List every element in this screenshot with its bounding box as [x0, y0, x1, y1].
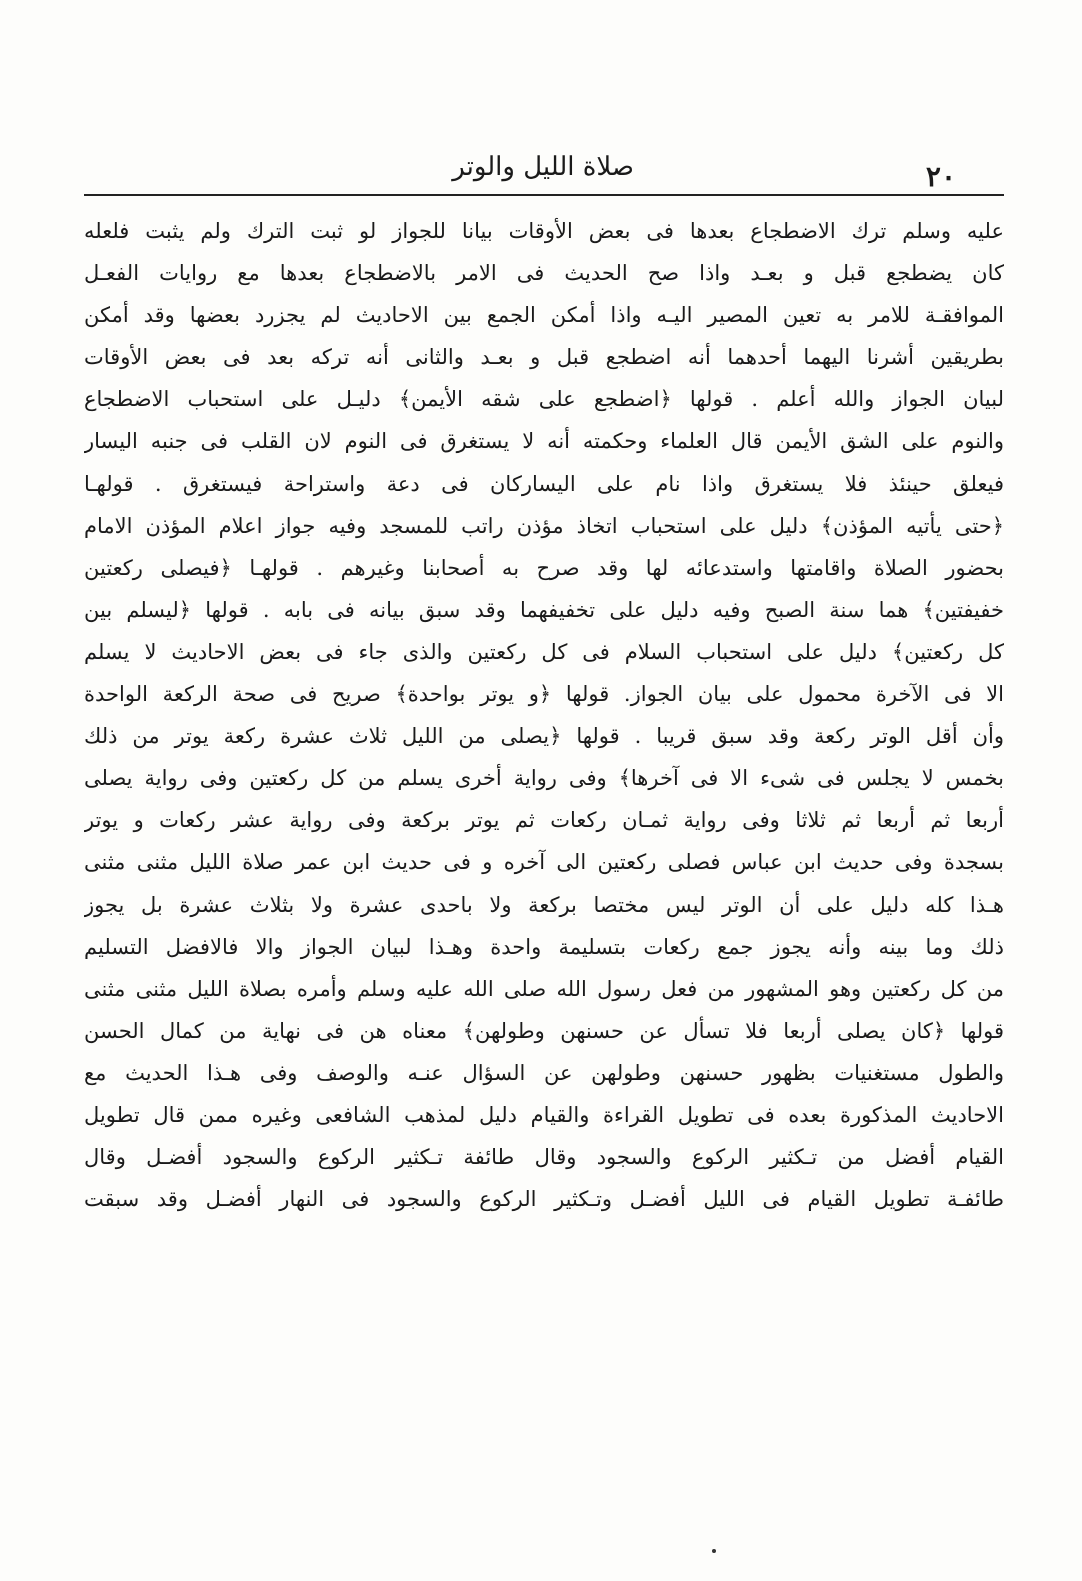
text-line: الموافقـة للامر به تعين المصير اليـه واذا أمكن الجمع بين الاحاديث لم يجزرد بعضها وقد أمكن	[84, 303, 1004, 328]
text-line: عليه وسلم ترك الاضطجاع بعدها فى بعض الأوقات بيانا للجواز لو ثبت الترك ولم يثبت فلعله	[84, 219, 1004, 243]
text-line: وأن أقل الوتر ركعة وقد سبق قريبا . قولها ﴿يصلى من الليل ثلاث عشرة ركعة يوتر من ذلك	[84, 724, 1004, 749]
text-line: كل ركعتين﴾ دليل على استحباب السلام فى كل ركعتين والذى جاء فى بعض الاحاديث لا يسلم	[84, 639, 1004, 664]
text-line: الاحاديث المذكورة بعده فى تطويل القراءة والقيام دليل لمذهب الشافعى وغيره ممن قال تطويل	[84, 1102, 1004, 1127]
text-line: كان يضطجع قبل و بعـد واذا صح الحديث فى الامر بالاضطجاع بعدها مع روايات الفعـل	[84, 261, 1004, 286]
text-line: بخمس لا يجلس فى شىء الا فى آخرها﴾ وفى رواية أخرى يسلم من كل ركعتين وفى رواية يصلى	[84, 766, 1004, 791]
text-line: القيام أفضل من تـكثير الركوع والسجود وقال طائفة تـكثير الركوع والسجود أفضـل وقال	[84, 1145, 1004, 1170]
text-line: الا فى الآخرة محمول على بيان الجواز. قولها ﴿و يوتر بواحدة﴾ صريح فى صحة الركعة الواحدة	[84, 682, 1004, 707]
text-line: بسجدة وفى حديث ابن عباس فصلى ركعتين الى آخره و فى حديث ابن عمر صلاة الليل مثنى مثنى	[84, 850, 1004, 875]
running-title: صلاة الليل والوتر	[452, 152, 634, 182]
header-rule	[84, 194, 1004, 196]
text-line: فيعلق حينئذ فلا يستغرق واذا نام على اليساركان فى دعة واستراحة فيستغرق . قولهـا	[84, 471, 1004, 496]
text-line: لبيان الجواز والله أعلم . قولها ﴿اضطجع على شقه الأيمن﴾ دليـل على استحباب الاضطجاع	[84, 387, 1004, 412]
text-line: من كل ركعتين وهو المشهور من فعل رسول الله صلى الله عليه وسلم وأمره بصلاة الليل مثنى مثنى	[84, 976, 1004, 1001]
page-number: ٢٠	[925, 160, 956, 193]
text-line: قولها ﴿كان يصلى أربعا فلا تسأل عن حسنهن وطولهن﴾ معناه هن فى نهاية من كمال الحسن	[84, 1018, 1004, 1043]
print-speck	[712, 1549, 716, 1553]
body-text	[84, 210, 1004, 1390]
text-line: خفيفتين﴾ هما سنة الصبح وفيه دليل على تخفيفهما وقد سبق بيانه فى بابه . قولها ﴿ليسلم بين	[84, 597, 1004, 622]
text-line: ﴿حتى يأتيه المؤذن﴾ دليل على استحباب اتخاذ مؤذن راتب للمسجد وفيه جواز اعلام المؤذن الامام	[84, 513, 1004, 538]
text-line: أربعا ثم أربعا ثم ثلاثا وفى رواية ثمـان ركعات ثم يوتر بركعة وفى رواية عشر ركعات و يوتر	[84, 808, 1004, 833]
text-line: هـذا كله دليل على أن الوتر ليس مختصا بركعة ولا باحدى عشرة ولا بثلاث عشرة بل يجوز	[84, 892, 1004, 917]
text-line: طائفـة تطويل القيام فى الليل أفضـل وتـكثير الركوع والسجود فى النهار أفضـل وقد سبقت	[84, 1187, 1004, 1212]
text-line: بطريقين أشرنا اليهما أحدهما أنه اضطجع قبل و بعـد والثانى أنه تركه بعد فى بعض الأوقات	[84, 345, 1004, 370]
page-header	[84, 148, 1004, 192]
text-line: ذلك وما بينه وأنه يجوز جمع ركعات بتسليمة واحدة وهـذا لبيان الجواز والا فالافضل التسليم	[84, 934, 1004, 959]
text-line: والطول مستغنيات بظهور حسنهن وطولهن عن السؤال عنـه والوصف وفى هـذا الحديث مع	[84, 1060, 1004, 1085]
text-line: بحضور الصلاة واقامتها واستدعائه لها وقد صرح به أصحابنا وغيرهم . قولهـا ﴿فيصلى ركعتين	[84, 555, 1004, 580]
text-line: والنوم على الشق الأيمن قال العلماء وحكمته أنه لا يستغرق فى النوم لان القلب فى جنبه اليسار	[84, 429, 1004, 454]
